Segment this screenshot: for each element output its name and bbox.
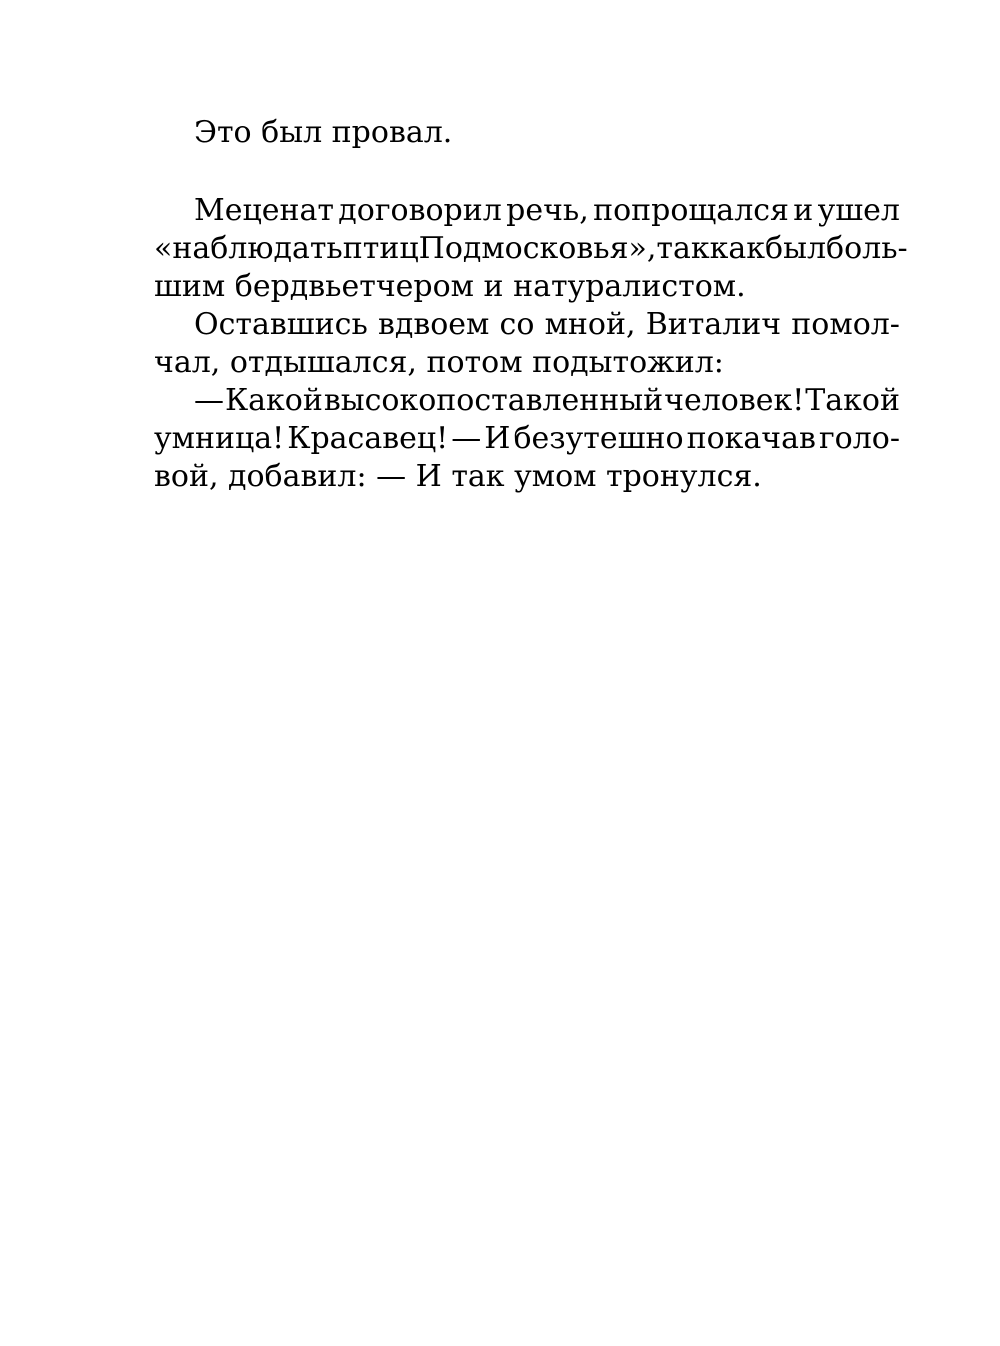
text-line: чал, отдышался, потом подытожил:	[154, 345, 724, 380]
word: Виталич	[645, 307, 782, 342]
word: безутешно	[513, 421, 684, 456]
word: —	[194, 383, 224, 418]
word: со	[499, 307, 535, 342]
word: так	[656, 231, 710, 266]
word: Подмосковья»,	[418, 231, 657, 266]
text-line: Это был провал.	[194, 115, 453, 150]
word: и	[793, 193, 814, 228]
word: помол-	[791, 307, 900, 342]
text-line	[154, 306, 900, 344]
text-line: шим бердвьетчером и натуралистом.	[154, 269, 746, 304]
word: попрощался	[593, 193, 789, 228]
word: Такой	[805, 383, 900, 418]
text-line: вой, добавил: — И так умом тронулся.	[154, 459, 762, 494]
word: голо-	[818, 421, 900, 456]
text-line	[154, 192, 900, 230]
word: вдвоем	[377, 307, 490, 342]
word: мной,	[544, 307, 636, 342]
word: Меценат	[194, 193, 334, 228]
text-line	[154, 382, 900, 420]
paragraph-1	[154, 114, 900, 152]
text-line	[154, 420, 900, 458]
word: покачав	[686, 421, 816, 456]
word: Какой	[224, 383, 323, 418]
word: —	[451, 421, 482, 456]
word: договорил	[338, 193, 502, 228]
word: умница!	[154, 421, 285, 456]
word: Красавец!	[287, 421, 449, 456]
paragraph-2	[154, 192, 908, 496]
word: ушел	[817, 193, 900, 228]
word: птиц	[342, 231, 419, 266]
word: И	[484, 421, 511, 456]
word: человек!	[664, 383, 805, 418]
word: как	[709, 231, 766, 266]
text-line	[154, 230, 908, 268]
word: речь,	[506, 193, 589, 228]
word: высокопоставленный	[323, 383, 664, 418]
word: был	[765, 231, 827, 266]
word: Оставшись	[194, 307, 368, 342]
word: «наблюдать	[154, 231, 343, 266]
word: боль-	[826, 231, 908, 266]
